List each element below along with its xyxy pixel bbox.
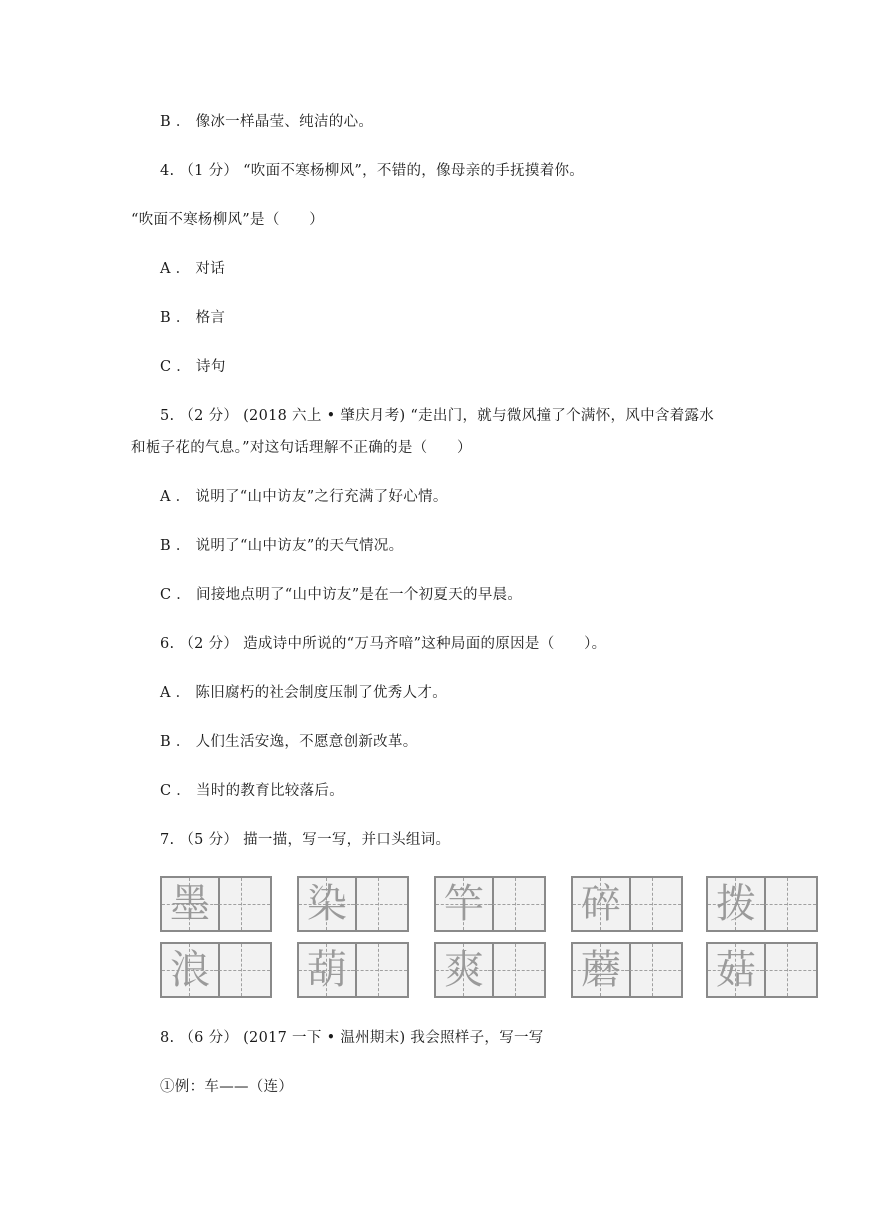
- q4-question: “吹面不寒杨柳风”是（ ）: [131, 212, 325, 228]
- grid-char: 竿: [444, 881, 484, 927]
- grid-cell: [297, 942, 409, 998]
- q6-option-c: C ． 当时的教育比较落后。: [160, 783, 345, 799]
- q7-stem: 7. （5 分） 描一描，写一写，并口头组词。: [160, 832, 451, 848]
- grid-char: 蘑: [581, 947, 621, 993]
- q5-option-b: B ． 说明了“山中访友”的天气情况。: [160, 538, 404, 554]
- grid-char: 菇: [716, 947, 756, 993]
- q6-option-b: B ． 人们生活安逸，不愿意创新改革。: [160, 734, 418, 750]
- q8-example: ①例：车——（连）: [160, 1079, 294, 1095]
- grid-cell: [160, 942, 272, 998]
- q3-option-b: B ． 像冰一样晶莹、纯洁的心。: [160, 114, 374, 130]
- grid-char: 葫: [307, 947, 347, 993]
- q5-option-a: A ． 说明了“山中访友”之行充满了好心情。: [160, 489, 448, 505]
- grid-cell: [434, 876, 546, 932]
- q6-stem: 6. （2 分） 造成诗中所说的“万马齐喑”这种局面的原因是（ ）。: [160, 636, 607, 652]
- grid-char: 爽: [444, 947, 484, 993]
- grid-cell: [297, 876, 409, 932]
- grid-cell: [434, 942, 546, 998]
- q4-option-c: C ． 诗句: [160, 359, 226, 375]
- q4-stem: 4. （1 分） “吹面不寒杨柳风”，不错的，像母亲的手抚摸着你。: [160, 163, 585, 179]
- tracing-grid: [160, 872, 820, 1002]
- grid-cell: [571, 876, 683, 932]
- grid-char: 拨: [716, 881, 756, 927]
- grid-cell: [571, 942, 683, 998]
- q5-stem: 5. （2 分） (2018 六上 • 肇庆月考) “走出门，就与微风撞了个满怀，风中含着露水: [160, 408, 715, 424]
- q4-option-a: A ． 对话: [160, 261, 225, 277]
- grid-char: 碎: [581, 881, 621, 927]
- q8-stem: 8. （6 分） (2017 一下 • 温州期末) 我会照样子，写一写: [160, 1030, 544, 1046]
- q4-option-b: B ． 格言: [160, 310, 226, 326]
- q6-option-a: A ． 陈旧腐朽的社会制度压制了优秀人才。: [160, 685, 447, 701]
- grid-char: 浪: [170, 947, 210, 993]
- grid-cell: [706, 942, 818, 998]
- grid-char: 染: [307, 881, 347, 927]
- grid-char: 墨: [170, 881, 210, 927]
- grid-cell: [706, 876, 818, 932]
- grid-cell: [160, 876, 272, 932]
- q5-option-c: C ． 间接地点明了“山中访友”是在一个初夏天的早晨。: [160, 587, 523, 603]
- q5-stem-continued: 和栀子花的气息。”对这句话理解不正确的是（ ）: [131, 440, 472, 456]
